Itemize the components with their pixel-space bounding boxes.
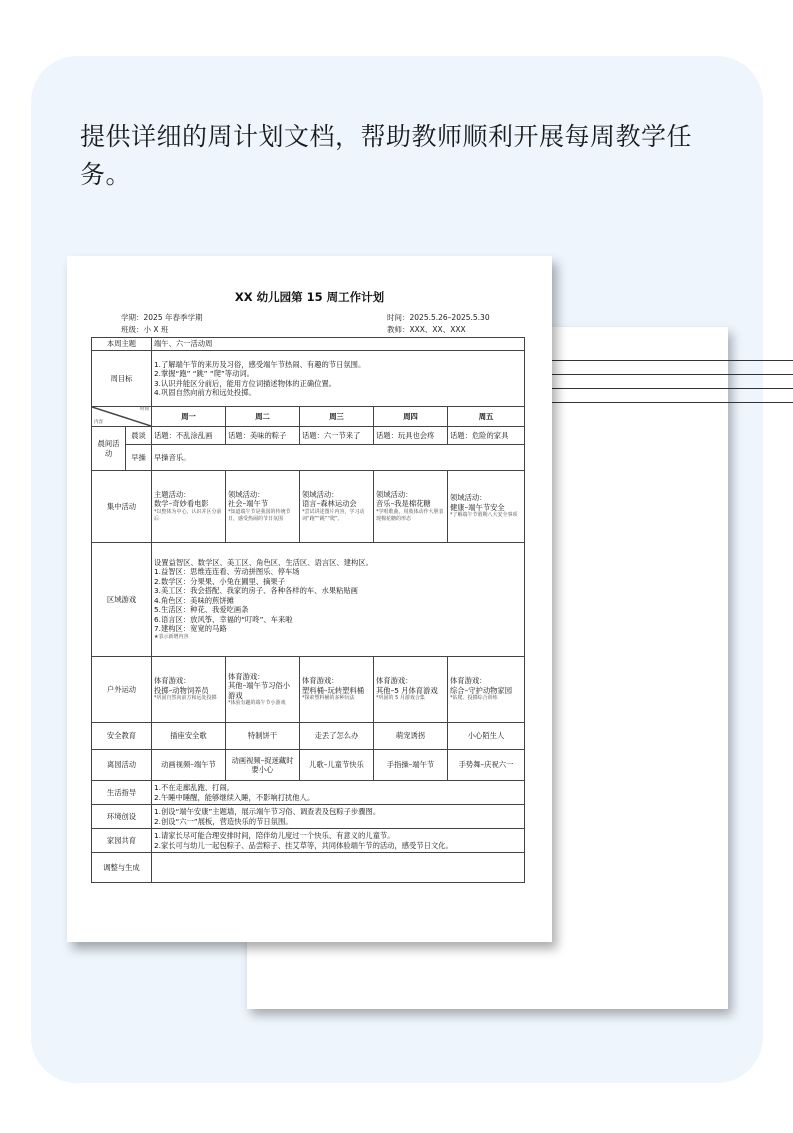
leave-row [92,750,525,781]
outdoor-note: *钻爬、投掷综合训练 [450,695,498,702]
activity-type: 领域活动： [376,489,413,499]
group-activity-label: 集中活动 [92,471,152,543]
life-cell [152,781,525,805]
group-activity-cell [152,471,226,543]
env-line: 2.创设“六一”展板，营造快乐的节日氛围。 [154,816,293,826]
area-line: 5.生活区：种花、我爱吃画条 [154,605,249,615]
goals-cell [152,351,525,407]
safety-topic: 特制饼干 [226,723,300,750]
day-header: 周三 [300,407,374,427]
morning-talk-topic: 话题：不乱涂乱画 [152,427,226,445]
area-new-note: ★表示新增内容 [154,633,189,640]
adjust-cell [152,853,525,883]
goal-item: 3.认识并能区分前后，能用方位词描述物体的正确位置。 [154,378,337,388]
morning-exercise-row [92,445,525,471]
area-game-cell [152,543,525,657]
outdoor-cell [300,657,374,723]
outdoor-note: *体验有趣的端午节小游戏 [228,700,286,707]
env-cell [152,805,525,829]
group-activity-row [92,471,525,543]
outdoor-title: 其他–5 月体育游戏 [376,685,438,695]
day-header: 周五 [448,407,525,427]
goals-row [92,351,525,407]
life-row [92,781,525,805]
theme-value: 端午、六一活动周 [152,338,525,351]
activity-type: 领域活动： [302,489,339,499]
outdoor-type: 体育游戏： [302,676,339,686]
group-activity-cell [300,471,374,543]
safety-topic: 小心陌生人 [448,723,525,750]
morning-talk-topic: 话题：六一节来了 [300,427,374,445]
outdoor-title: 投掷–动物饲养员 [154,685,209,695]
activity-type: 领域活动： [450,493,487,503]
safety-label: 安全教育 [92,723,152,750]
theme-row [92,338,525,351]
weekly-plan-table [91,337,525,883]
activity-note: *以整体为中心，认识并区分前后 [154,508,222,522]
leave-activity: 儿歌–儿童节快乐 [300,750,374,781]
safety-row [92,723,525,750]
safety-topic: 插座安全歌 [152,723,226,750]
morning-exercise-value: 早操音乐。 [152,445,525,471]
activity-note: *尝试讲述图片内容，学习动词“跑”“跳”“爬”。 [302,508,365,522]
morning-label: 晨间活动 [92,427,126,471]
morning-talk-topic: 话题：玩具也会疼 [374,427,448,445]
morning-exercise-label: 早操 [126,445,152,471]
activity-title: 音乐–我是棉花糖 [376,499,431,509]
outdoor-note: *探索塑料桶的多种玩法 [302,695,355,702]
morning-talk-topic: 话题：美味的粽子 [226,427,300,445]
time-label: 时间：2025.5.26–2025.5.30 [387,313,490,322]
outdoor-note: *巩固的 5 月游戏合集 [376,695,425,702]
diagonal-header-cell [92,407,152,427]
home-label: 家园共育 [92,829,152,853]
area-line: 7.建构区：宽宽的马路 [154,624,227,634]
outdoor-label: 户外运动 [92,657,152,723]
headline: 提供详细的周计划文档，帮助教师顺利开展每周教学任务。 [80,122,693,189]
outdoor-cell [448,657,525,723]
area-line: 3.美工区：我会搭配、我家的房子、各种各样的车、水果粘贴画 [154,586,358,596]
activity-type: 主题活动： [154,489,191,499]
env-row [92,805,525,829]
env-line: 1.创设“端午安康”主题墙，展示端午节习俗、调查表及包粽子步骤图。 [154,807,381,817]
goal-item: 4.巩固自然向前方和远处投掷。 [154,387,256,397]
life-line: 2.午睡中睡醒，能够继续入睡，不影响打扰他人。 [154,792,315,802]
group-activity-cell [374,471,448,543]
outdoor-cell [226,657,300,723]
activity-note: *知道端午节是我国的传统节日，感受热闹的节日氛围 [228,508,291,522]
morning-talk-label: 晨谈 [126,427,152,445]
morning-talk-row [92,427,525,445]
home-line: 2.家长可与幼儿一起包粽子、品尝粽子、挂艾草等，共同体验端午节的活动，感受节日文化。 [154,840,453,850]
safety-topic: 走丢了怎么办 [300,723,374,750]
area-line: 6.语言区：放风筝、幸福的“叮咚”、车来啦 [154,614,293,624]
area-line: 2.数学区：分果果、小兔在圃里、摘果子 [154,576,286,586]
outdoor-type: 体育游戏： [376,676,413,686]
diagonal-time-label: 时间 [140,407,149,412]
class-label: 班级：小 X 班 [121,325,169,334]
activity-type: 领域活动： [228,489,265,499]
home-row [92,829,525,853]
day-header: 周四 [374,407,448,427]
outdoor-title: 综合–守护动物家园 [450,685,513,695]
morning-talk-topic: 话题：危险的家具 [448,427,525,445]
day-header: 周二 [226,407,300,427]
life-line: 1.不在走廊乱跑、打闹。 [154,783,234,793]
activity-title: 社会–端午节 [228,499,269,509]
outdoor-type: 体育游戏： [228,671,265,681]
front-document-page [67,256,552,942]
leave-activity: 动画视频–捉迷藏时要小心 [226,750,300,781]
safety-topic: 萌宠诱拐 [374,723,448,750]
diagonal-content-label: 内容 [94,420,103,426]
life-label: 生活指导 [92,781,152,805]
day-header: 周一 [152,407,226,427]
area-game-row [92,543,525,657]
outdoor-type: 体育游戏： [450,676,487,686]
leave-activity: 手指操–端午节 [374,750,448,781]
day-header-row [92,407,525,427]
area-line: 1.益智区：思维连连看、劳动拼图乐、停车场 [154,567,300,577]
theme-label: 本周主题 [92,338,152,351]
semester-label: 学期：2025 年春季学期 [121,313,203,322]
outdoor-cell [374,657,448,723]
activity-title: 健康–端午节安全 [450,502,505,512]
area-line: 设置益智区、数学区、美工区、角色区、生活区、语言区、建构区。 [154,557,373,567]
group-activity-cell [448,471,525,543]
goal-item: 1.了解端午节的来历及习俗，感受端午节热闹、有趣的节日氛围。 [154,359,366,369]
outdoor-row [92,657,525,723]
teachers-label: 教师：XXX、XX、XXX [387,325,466,334]
outdoor-title: 塑料桶–玩转塑料桶 [302,685,365,695]
home-cell [152,829,525,853]
activity-title: 语言–森林运动会 [302,499,357,509]
area-game-label: 区域游戏 [92,543,152,657]
outdoor-type: 体育游戏： [154,676,191,686]
adjust-row [92,853,525,883]
leave-activity: 动画视频–端午节 [152,750,226,781]
document-title: XX 幼儿园第 15 周工作计划 [234,290,385,304]
leave-activity: 手势舞–庆祝六一 [448,750,525,781]
activity-note: *了解端午节假期八大安全事项 [450,512,518,519]
activity-note: *学唱歌曲，用肢体动作大胆表现棉花糖的形态 [376,508,444,522]
area-line: 4.角色区：美味的煎饼摊 [154,595,234,605]
outdoor-note: *巩固自然向前方和远处投掷 [154,695,217,702]
group-activity-cell [226,471,300,543]
leave-label: 离园活动 [92,750,152,781]
adjust-label: 调整与生成 [92,853,152,883]
goal-item: 2.掌握“跑” “跳” “爬”等动词。 [154,369,254,379]
outdoor-cell [152,657,226,723]
outdoor-title: 其他–端午节习俗小游戏 [228,681,291,700]
home-line: 1.请家长尽可能合理安排时间，陪伴幼儿度过一个快乐、有意义的儿童节。 [154,831,395,841]
env-label: 环境创设 [92,805,152,829]
goals-label: 周目标 [92,351,152,407]
activity-title: 数学–奇妙看电影 [154,499,209,509]
